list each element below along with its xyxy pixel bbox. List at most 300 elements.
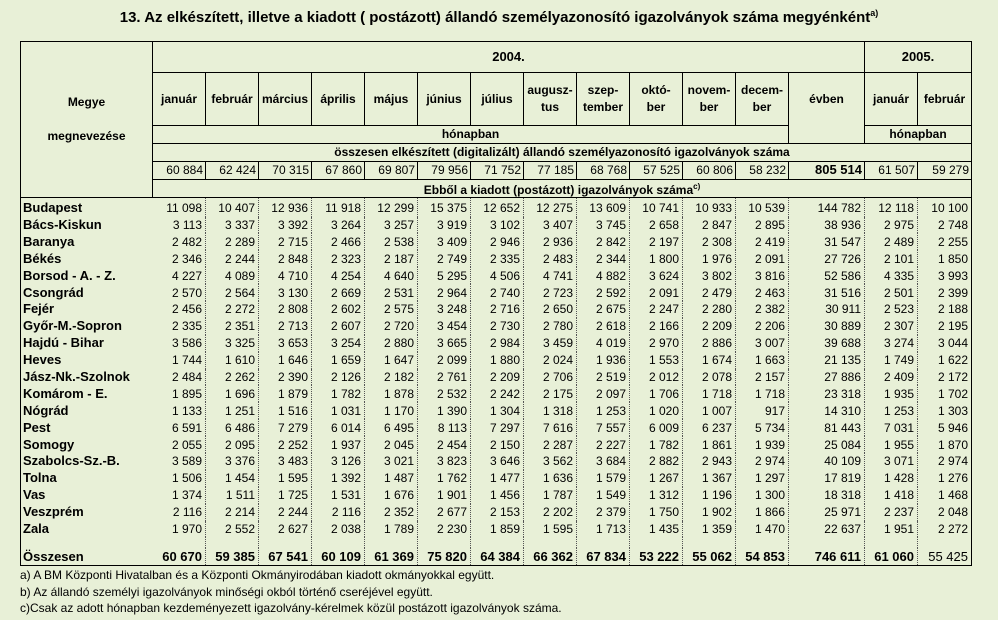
value-cell: 2 230	[418, 521, 471, 538]
month-header-2005: február	[918, 73, 972, 126]
county-name: Vas	[21, 487, 153, 504]
value-cell: 2 564	[206, 284, 259, 301]
value-cell: 38 936	[789, 217, 865, 234]
table-row	[21, 335, 972, 352]
value-cell: 1 702	[918, 385, 972, 402]
value-cell: 1 477	[471, 470, 524, 487]
value-cell: 2 197	[630, 233, 683, 250]
value-cell: 3 337	[206, 217, 259, 234]
value-cell: 1 782	[312, 385, 365, 402]
value-cell: 1 595	[524, 521, 577, 538]
value-cell: 53 222	[630, 548, 683, 565]
value-cell: 1 901	[418, 487, 471, 504]
value-cell: 1 487	[365, 470, 418, 487]
month-header: június	[418, 73, 471, 126]
value-cell: 1 789	[365, 521, 418, 538]
value-cell: 1 800	[630, 250, 683, 267]
value-cell: 3 044	[918, 335, 972, 352]
value-cell: 2 552	[206, 521, 259, 538]
spacer-cell	[21, 537, 153, 548]
value-cell: 64 384	[471, 548, 524, 565]
table-row	[21, 470, 972, 487]
value-cell: 1 663	[736, 352, 789, 369]
value-cell: 2 335	[153, 318, 206, 335]
value-cell: 4 882	[577, 267, 630, 284]
value-cell: 2 808	[259, 301, 312, 318]
month-header: július	[471, 73, 524, 126]
value-cell: 2 936	[524, 233, 577, 250]
value-cell: 2 895	[736, 217, 789, 234]
produced-total-cell: 69 807	[365, 161, 418, 179]
value-cell: 2 323	[312, 250, 365, 267]
value-cell: 2 382	[736, 301, 789, 318]
value-cell: 6 591	[153, 419, 206, 436]
value-cell: 2 346	[153, 250, 206, 267]
value-cell: 2 970	[630, 335, 683, 352]
value-cell: 30 911	[789, 301, 865, 318]
value-cell: 1 749	[865, 352, 918, 369]
table-row	[21, 284, 972, 301]
value-cell: 4 335	[865, 267, 918, 284]
produced-total-cell: 60 806	[683, 161, 736, 179]
month-header: április	[312, 73, 365, 126]
county-name: Szabolcs-Sz.-B.	[21, 453, 153, 470]
county-header-line1: Megye	[67, 95, 106, 110]
value-cell: 1 428	[865, 470, 918, 487]
value-cell: 1 647	[365, 352, 418, 369]
footnote-c: c)Csak az adott hónapban kezdeményezett igazolvány-kérelmek közül postázott igazolványok száma.	[20, 601, 562, 615]
value-cell: 2 116	[312, 504, 365, 521]
value-cell: 2 272	[206, 301, 259, 318]
value-cell: 2 175	[524, 385, 577, 402]
value-cell: 2 713	[259, 318, 312, 335]
value-cell: 7 616	[524, 419, 577, 436]
value-cell: 2 592	[577, 284, 630, 301]
value-cell: 27 726	[789, 250, 865, 267]
value-cell: 1 674	[683, 352, 736, 369]
value-cell: 2 202	[524, 504, 577, 521]
year-total-spacer	[789, 126, 865, 144]
value-cell: 4 254	[312, 267, 365, 284]
value-cell: 1 359	[683, 521, 736, 538]
value-cell: 5 946	[918, 419, 972, 436]
value-cell: 3 254	[312, 335, 365, 352]
table-row	[21, 369, 972, 386]
value-cell: 7 279	[259, 419, 312, 436]
value-cell: 2 489	[865, 233, 918, 250]
value-cell: 2 730	[471, 318, 524, 335]
spacer-cell	[577, 537, 630, 548]
county-name: Veszprém	[21, 504, 153, 521]
value-cell: 1 468	[918, 487, 972, 504]
value-cell: 14 310	[789, 402, 865, 419]
issued-label-text: Ebből a kiadott (postázott) igazolványok száma	[423, 182, 694, 197]
value-cell: 1 955	[865, 436, 918, 453]
table-row	[21, 453, 972, 470]
value-cell: 1 850	[918, 250, 972, 267]
table-row	[21, 217, 972, 234]
value-cell: 1 374	[153, 487, 206, 504]
value-cell: 1 696	[206, 385, 259, 402]
value-cell: 17 819	[789, 470, 865, 487]
value-cell: 1 435	[630, 521, 683, 538]
value-cell: 2 531	[365, 284, 418, 301]
value-cell: 2 627	[259, 521, 312, 538]
value-cell: 1 456	[471, 487, 524, 504]
issued-footnote-mark: c)	[693, 181, 701, 191]
value-cell: 2 570	[153, 284, 206, 301]
value-cell: 2 262	[206, 369, 259, 386]
value-cell: 61 369	[365, 548, 418, 565]
value-cell: 3 409	[418, 233, 471, 250]
value-cell: 2 126	[312, 369, 365, 386]
value-cell: 2 538	[365, 233, 418, 250]
value-cell: 2 038	[312, 521, 365, 538]
spacer-cell	[736, 537, 789, 548]
value-cell: 2 182	[365, 369, 418, 386]
value-cell: 2 658	[630, 217, 683, 234]
value-cell: 1 866	[736, 504, 789, 521]
spacer-cell	[683, 537, 736, 548]
value-cell: 3 653	[259, 335, 312, 352]
month-header: októ- ber	[630, 73, 683, 126]
value-cell: 3 483	[259, 453, 312, 470]
table-row	[21, 197, 972, 216]
value-cell: 3 454	[418, 318, 471, 335]
value-cell: 3 823	[418, 453, 471, 470]
value-cell: 1 895	[153, 385, 206, 402]
value-cell: 2 946	[471, 233, 524, 250]
value-cell: 6 495	[365, 419, 418, 436]
county-name: Hajdú - Bihar	[21, 335, 153, 352]
value-cell: 2 602	[312, 301, 365, 318]
value-cell: 6 237	[683, 419, 736, 436]
county-name: Heves	[21, 352, 153, 369]
spacer-cell	[918, 537, 972, 548]
value-cell: 144 782	[789, 197, 865, 216]
table-row	[21, 521, 972, 538]
value-cell: 1 676	[365, 487, 418, 504]
produced-total-cell: 58 232	[736, 161, 789, 179]
value-cell: 4 710	[259, 267, 312, 284]
value-cell: 1 392	[312, 470, 365, 487]
value-cell: 2 237	[865, 504, 918, 521]
footnotes	[20, 567, 562, 617]
value-cell: 3 392	[259, 217, 312, 234]
value-cell: 2 351	[206, 318, 259, 335]
value-cell: 8 113	[418, 419, 471, 436]
spacer-row	[21, 537, 972, 548]
value-cell: 3 562	[524, 453, 577, 470]
value-cell: 4 227	[153, 267, 206, 284]
value-cell: 2 091	[630, 284, 683, 301]
value-cell: 2 456	[153, 301, 206, 318]
value-cell: 1 861	[683, 436, 736, 453]
county-name: Csongrád	[21, 284, 153, 301]
value-cell: 10 100	[918, 197, 972, 216]
value-cell: 2 166	[630, 318, 683, 335]
value-cell: 31 547	[789, 233, 865, 250]
value-cell: 2 214	[206, 504, 259, 521]
spacer-cell	[259, 537, 312, 548]
value-cell: 7 297	[471, 419, 524, 436]
value-cell: 60 109	[312, 548, 365, 565]
county-name: Fejér	[21, 301, 153, 318]
table-row	[21, 301, 972, 318]
value-cell: 2 575	[365, 301, 418, 318]
value-cell: 1 939	[736, 436, 789, 453]
value-cell: 1 879	[259, 385, 312, 402]
value-cell: 2 242	[471, 385, 524, 402]
value-cell: 2 287	[524, 436, 577, 453]
value-cell: 1 937	[312, 436, 365, 453]
value-cell: 2 227	[577, 436, 630, 453]
county-name: Tolna	[21, 470, 153, 487]
table-row	[21, 385, 972, 402]
value-cell: 13 609	[577, 197, 630, 216]
value-cell: 2 848	[259, 250, 312, 267]
value-cell: 1 511	[206, 487, 259, 504]
value-cell: 5 295	[418, 267, 471, 284]
produced-total-cell: 59 279	[918, 161, 972, 179]
table-row	[21, 233, 972, 250]
produced-total-cell: 805 514	[789, 161, 865, 179]
month-header: február	[206, 73, 259, 126]
value-cell: 746 611	[789, 548, 865, 565]
value-cell: 7 031	[865, 419, 918, 436]
table-row	[21, 250, 972, 267]
month-header: január	[153, 73, 206, 126]
year-2004-header: 2004.	[153, 42, 865, 73]
month-header: szep- tember	[577, 73, 630, 126]
value-cell: 2 307	[865, 318, 918, 335]
county-name: Somogy	[21, 436, 153, 453]
value-cell: 1 935	[865, 385, 918, 402]
value-cell: 2 091	[736, 250, 789, 267]
value-cell: 15 375	[418, 197, 471, 216]
value-cell: 2 055	[153, 436, 206, 453]
produced-total-cell: 77 185	[524, 161, 577, 179]
value-cell: 1 418	[865, 487, 918, 504]
value-cell: 1 470	[736, 521, 789, 538]
value-cell: 1 300	[736, 487, 789, 504]
value-cell: 3 816	[736, 267, 789, 284]
value-cell: 2 882	[630, 453, 683, 470]
title-footnote-mark: a)	[870, 8, 879, 18]
value-cell: 2 187	[365, 250, 418, 267]
value-cell: 1 970	[153, 521, 206, 538]
value-cell: 2 024	[524, 352, 577, 369]
value-cell: 1 713	[577, 521, 630, 538]
spacer-cell	[789, 537, 865, 548]
produced-total-cell: 61 507	[865, 161, 918, 179]
value-cell: 1 579	[577, 470, 630, 487]
value-cell: 2 097	[577, 385, 630, 402]
value-cell: 2 099	[418, 352, 471, 369]
year-2005-header: 2005.	[865, 42, 972, 73]
value-cell: 2 255	[918, 233, 972, 250]
value-cell: 2 463	[736, 284, 789, 301]
value-cell: 1 646	[259, 352, 312, 369]
spacer-cell	[471, 537, 524, 548]
produced-total-cell: 70 315	[259, 161, 312, 179]
value-cell: 1 902	[683, 504, 736, 521]
value-cell: 2 419	[736, 233, 789, 250]
value-cell: 1 031	[312, 402, 365, 419]
value-cell: 1 170	[365, 402, 418, 419]
county-name: Nógrád	[21, 402, 153, 419]
value-cell: 2 519	[577, 369, 630, 386]
value-cell: 2 984	[471, 335, 524, 352]
footnote-b: b) Az állandó személyi igazolványok minőségi okból történő cseréjével együtt.	[20, 584, 433, 599]
value-cell: 3 684	[577, 453, 630, 470]
value-cell: 18 318	[789, 487, 865, 504]
value-cell: 2 195	[918, 318, 972, 335]
value-cell: 67 834	[577, 548, 630, 565]
value-cell: 1 020	[630, 402, 683, 419]
county-name: Pest	[21, 419, 153, 436]
value-cell: 2 399	[918, 284, 972, 301]
value-cell: 3 248	[418, 301, 471, 318]
value-cell: 1 133	[153, 402, 206, 419]
produced-total-cell: 57 525	[630, 161, 683, 179]
value-cell: 2 289	[206, 233, 259, 250]
value-cell: 3 993	[918, 267, 972, 284]
value-cell: 2 847	[683, 217, 736, 234]
value-cell: 12 936	[259, 197, 312, 216]
value-cell: 2 209	[683, 318, 736, 335]
value-cell: 2 483	[524, 250, 577, 267]
value-cell: 2 501	[865, 284, 918, 301]
value-cell: 2 116	[153, 504, 206, 521]
value-cell: 3 102	[471, 217, 524, 234]
produced-total-cell: 79 956	[418, 161, 471, 179]
month-header-2005: január	[865, 73, 918, 126]
value-cell: 2 761	[418, 369, 471, 386]
value-cell: 1 304	[471, 402, 524, 419]
value-cell: 1 725	[259, 487, 312, 504]
value-cell: 1 636	[524, 470, 577, 487]
value-cell: 10 933	[683, 197, 736, 216]
value-cell: 6 486	[206, 419, 259, 436]
year-total-header: évben	[789, 73, 865, 126]
value-cell: 4 506	[471, 267, 524, 284]
value-cell: 1 303	[918, 402, 972, 419]
county-name: Bács-Kiskun	[21, 217, 153, 234]
value-cell: 1 454	[206, 470, 259, 487]
value-cell: 39 688	[789, 335, 865, 352]
county-name: Komárom - E.	[21, 385, 153, 402]
value-cell: 2 484	[153, 369, 206, 386]
value-cell: 2 252	[259, 436, 312, 453]
value-cell: 1 253	[865, 402, 918, 419]
value-cell: 3 646	[471, 453, 524, 470]
table-row	[21, 504, 972, 521]
value-cell: 1 595	[259, 470, 312, 487]
value-cell: 4 019	[577, 335, 630, 352]
value-cell: 1 622	[918, 352, 972, 369]
value-cell: 40 109	[789, 453, 865, 470]
value-cell: 6 009	[630, 419, 683, 436]
value-cell: 3 407	[524, 217, 577, 234]
value-cell: 3 624	[630, 267, 683, 284]
value-cell: 5 734	[736, 419, 789, 436]
value-cell: 1 880	[471, 352, 524, 369]
value-cell: 2 943	[683, 453, 736, 470]
value-cell: 4 640	[365, 267, 418, 284]
spacer-cell	[153, 537, 206, 548]
spacer-cell	[206, 537, 259, 548]
value-cell: 4 089	[206, 267, 259, 284]
value-cell: 3 802	[683, 267, 736, 284]
value-cell: 2 095	[206, 436, 259, 453]
value-cell: 2 975	[865, 217, 918, 234]
value-cell: 61 060	[865, 548, 918, 565]
value-cell: 3 919	[418, 217, 471, 234]
value-cell: 3 376	[206, 453, 259, 470]
value-cell: 1 878	[365, 385, 418, 402]
value-cell: 1 762	[418, 470, 471, 487]
value-cell: 2 720	[365, 318, 418, 335]
table-row	[21, 436, 972, 453]
value-cell: 1 007	[683, 402, 736, 419]
value-cell: 59 385	[206, 548, 259, 565]
produced-label: összesen elkészített (digitalizált) állandó személyazonosító igazolványok száma	[153, 143, 972, 161]
produced-total-cell: 67 860	[312, 161, 365, 179]
value-cell: 2 650	[524, 301, 577, 318]
spacer-cell	[524, 537, 577, 548]
value-cell: 1 744	[153, 352, 206, 369]
value-cell: 2 409	[865, 369, 918, 386]
spacer-cell	[630, 537, 683, 548]
value-cell: 2 247	[630, 301, 683, 318]
value-cell: 2 842	[577, 233, 630, 250]
value-cell: 2 150	[471, 436, 524, 453]
value-cell: 2 974	[918, 453, 972, 470]
value-cell: 22 637	[789, 521, 865, 538]
table-title	[0, 8, 998, 26]
per-month-2004: hónapban	[153, 126, 789, 144]
value-cell: 3 586	[153, 335, 206, 352]
value-cell: 2 482	[153, 233, 206, 250]
value-cell: 2 280	[683, 301, 736, 318]
value-cell: 1 267	[630, 470, 683, 487]
value-cell: 4 741	[524, 267, 577, 284]
value-cell: 2 344	[577, 250, 630, 267]
value-cell: 3 126	[312, 453, 365, 470]
value-cell: 2 749	[418, 250, 471, 267]
value-cell: 2 209	[471, 369, 524, 386]
value-cell: 1 367	[683, 470, 736, 487]
value-cell: 30 889	[789, 318, 865, 335]
spacer-cell	[865, 537, 918, 548]
table-row	[21, 419, 972, 436]
value-cell: 2 206	[736, 318, 789, 335]
county-name: Győr-M.-Sopron	[21, 318, 153, 335]
county-name: Budapest	[21, 197, 153, 216]
table-row	[21, 402, 972, 419]
value-cell: 2 379	[577, 504, 630, 521]
value-cell: 2 078	[683, 369, 736, 386]
value-cell: 11 918	[312, 197, 365, 216]
table-row	[21, 267, 972, 284]
value-cell: 1 196	[683, 487, 736, 504]
value-cell: 75 820	[418, 548, 471, 565]
value-cell: 1 318	[524, 402, 577, 419]
produced-total-cell: 68 768	[577, 161, 630, 179]
produced-total-cell: 62 424	[206, 161, 259, 179]
value-cell: 23 318	[789, 385, 865, 402]
